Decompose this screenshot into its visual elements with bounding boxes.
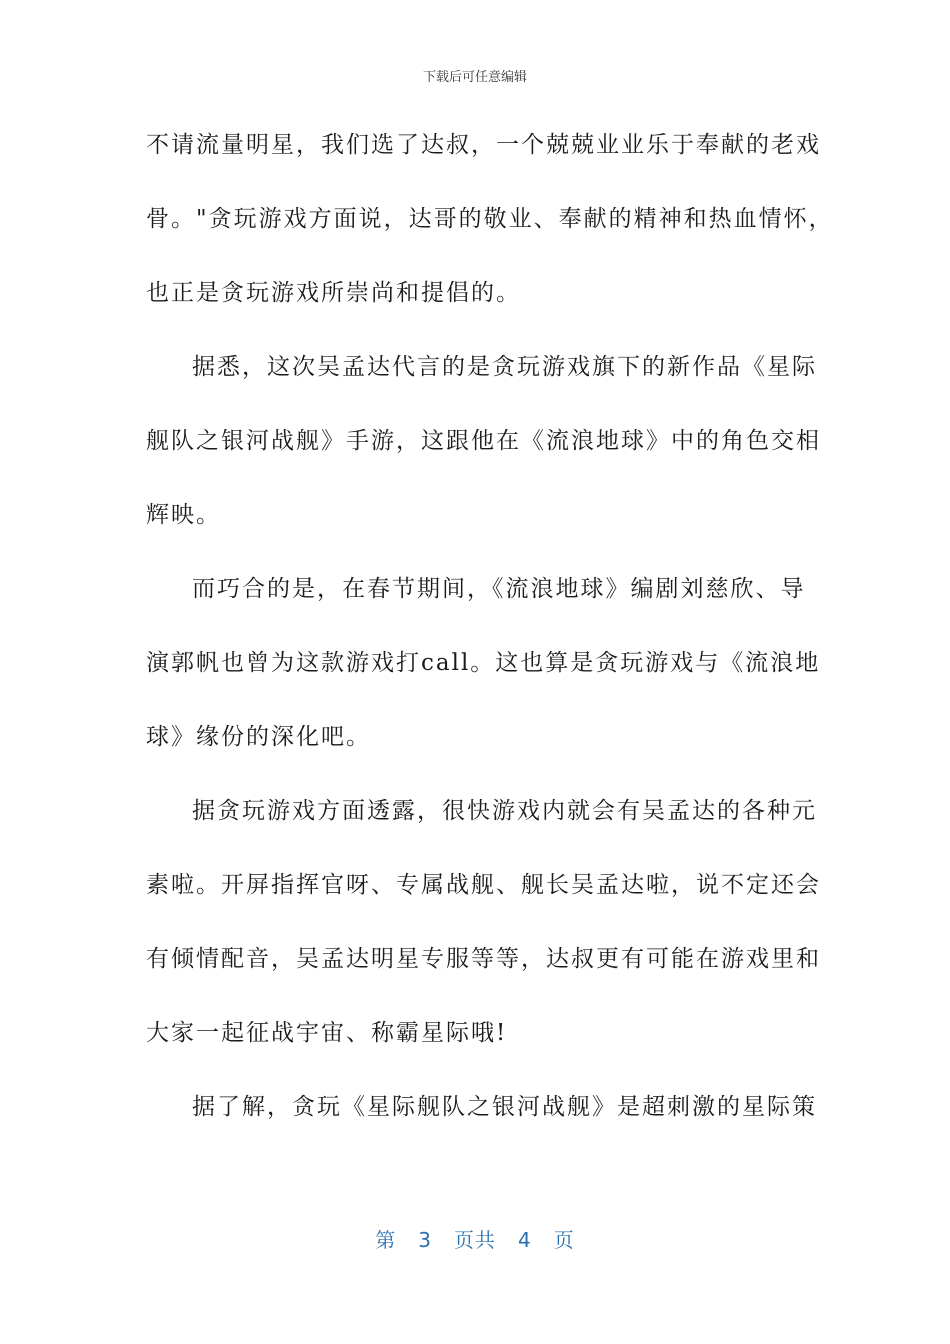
text-line: 也正是贪玩游戏所崇尚和提倡的。 xyxy=(146,280,521,306)
text-line: 素啦。开屏指挥官呀、专属战舰、舰长吴孟达啦，说不定还会 xyxy=(146,872,821,898)
text-line: 辉映。 xyxy=(146,502,221,528)
paragraph-start-line: 据贪玩游戏方面透露，很快游戏内就会有吴孟达的各种元 xyxy=(192,798,817,824)
text-line: 大家一起征战宇宙、称霸星际哦! xyxy=(146,1020,508,1046)
document-body xyxy=(146,118,834,1154)
text-line: 骨。"贪玩游戏方面说，达哥的敬业、奉献的精神和热血情怀， xyxy=(146,206,834,232)
paragraph-start-line: 据了解，贪玩《星际舰队之银河战舰》是超刺激的星际策 xyxy=(192,1094,817,1120)
page-footer xyxy=(0,1224,950,1253)
header-note: 下载后可任意编辑 xyxy=(422,70,527,85)
paragraph-start-line: 而巧合的是，在春节期间，《流浪地球》编剧刘慈欣、导 xyxy=(192,576,806,602)
footer-middle: 页共 xyxy=(454,1228,496,1252)
text-line: 舰队之银河战舰》手游，这跟他在《流浪地球》中的角色交相 xyxy=(146,428,821,454)
paragraph-start-line: 据悉，这次吴孟达代言的是贪玩游戏旗下的新作品《星际 xyxy=(192,354,817,380)
text-line: 有倾情配音，吴孟达明星专服等等，达叔更有可能在游戏里和 xyxy=(146,946,821,972)
footer-suffix: 页 xyxy=(553,1228,575,1252)
text-line: 不请流量明星，我们选了达叔，一个兢兢业业乐于奉献的老戏 xyxy=(146,132,821,158)
footer-prefix: 第 xyxy=(375,1228,397,1252)
current-page-number: 3 xyxy=(418,1228,432,1252)
text-line: 演郭帆也曾为这款游戏打call。这也算是贪玩游戏与《流浪地 xyxy=(146,650,821,676)
text-line: 球》缘份的深化吧。 xyxy=(146,724,371,750)
total-page-number: 4 xyxy=(518,1228,532,1252)
